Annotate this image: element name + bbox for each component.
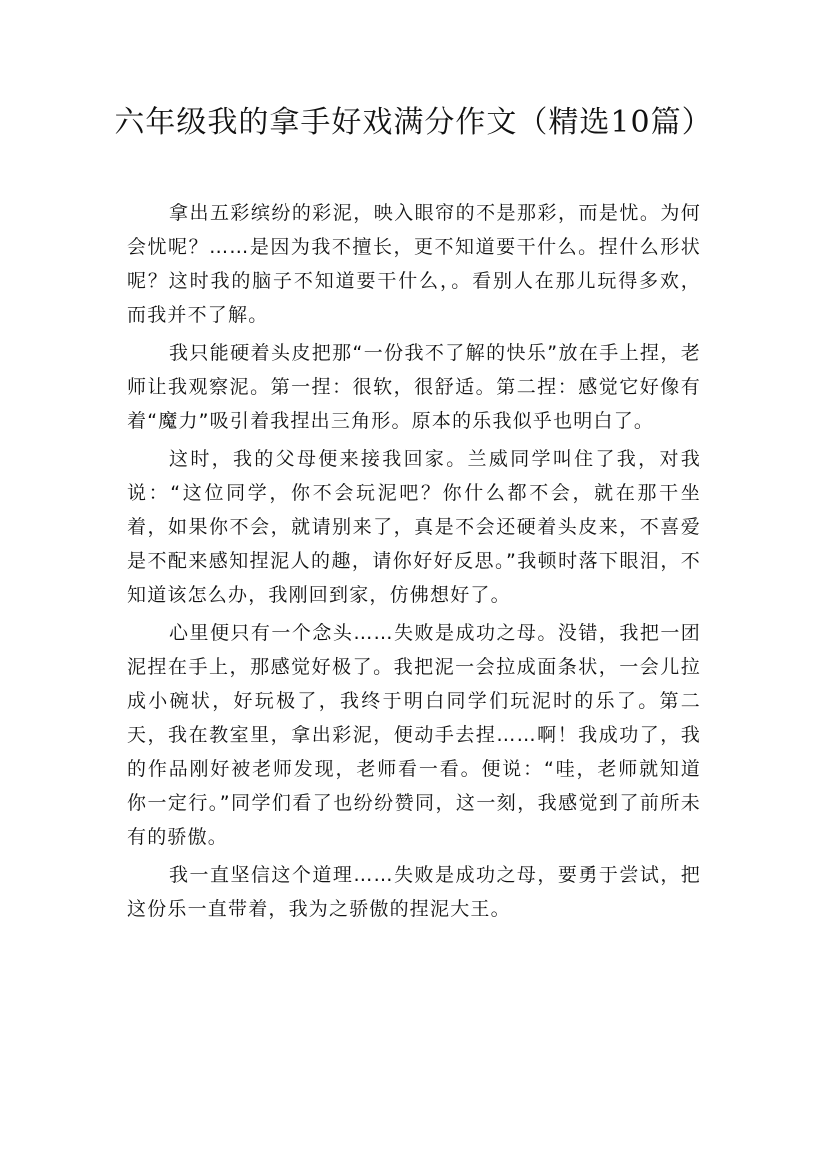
- paragraph-2: 我只能硬着头皮把那“一份我不了解的快乐”放在手上捏，老师让我观察泥。第一捏：很软，很舒适。第二捏：感觉它好像有着“魔力”吸引着我捏出三角形。原本的乐我似乎也明白了。: [127, 342, 701, 432]
- paragraph-1: 拿出五彩缤纷的彩泥，映入眼帘的不是那彩，而是忧。为何会忧呢？……是因为我不擅长，更不知道要干什么。捏什么形状呢？这时我的脑子不知道要干什么，。看别人在那儿玩得多欢，而我并不了解。: [127, 202, 701, 326]
- document-title: 六年级我的拿手好戏满分作文（精选10篇）: [114, 105, 713, 140]
- paragraph-5: 我一直坚信这个道理……失败是成功之母，要勇于尝试，把这份乐一直带着，我为之骄傲的捏泥大王。: [127, 864, 701, 920]
- paragraph-4: 心里便只有一个念头……失败是成功之母。没错，我把一团泥捏在手上，那感觉好极了。我把泥一会拉成面条状，一会儿拉成小碗状，好玩极了，我终于明白同学们玩泥时的乐了。第二天，我在教室里，拿出彩泥，便动手去捏……啊！我成功了，我的作品刚好被老师发现，老师看一看。便说：“哇，老师就知道你一定行。”同学们看了也纷纷赞同，这一刻，我感觉到了前所未有的骄傲。: [127, 622, 701, 848]
- document-body: [127, 196, 701, 930]
- paragraph-3: 这时，我的父母便来接我回家。兰威同学叫住了我，对我说：“这位同学，你不会玩泥吧？你什么都不会，就在那干坐着，如果你不会，就请别来了，真是不会还硬着头皮来，不喜爱是不配来感知捏泥人的趣，请你好好反思。”我顿时落下眼泪，不知道该怎么办，我刚回到家，仿佛想好了。: [127, 448, 701, 606]
